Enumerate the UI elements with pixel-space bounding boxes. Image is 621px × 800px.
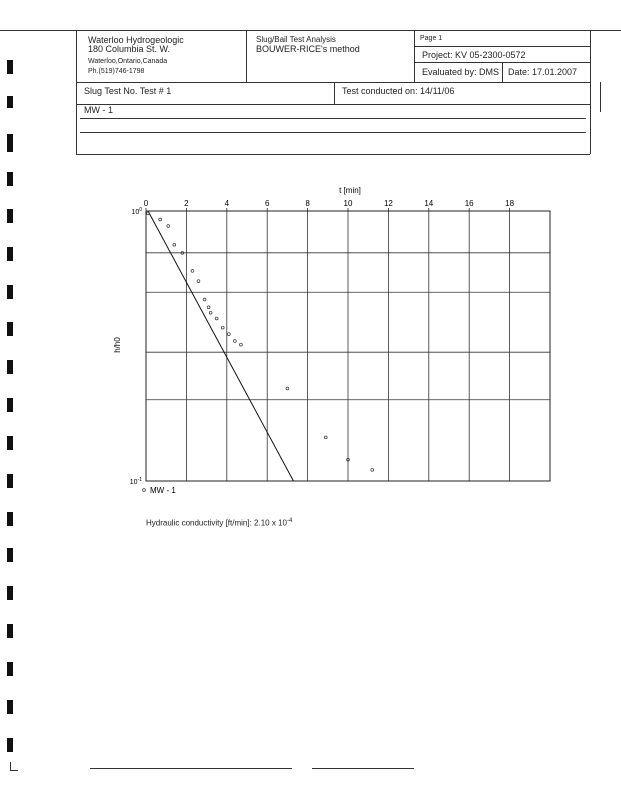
data-point bbox=[191, 269, 194, 272]
legend-label: MW - 1 bbox=[150, 486, 176, 495]
x-tick-label: 10 bbox=[343, 199, 353, 208]
x-tick-label: 14 bbox=[424, 199, 434, 208]
x-axis-label: t [min] bbox=[339, 186, 361, 195]
data-point bbox=[240, 343, 243, 346]
company-city: Waterloo,Ontario,Canada bbox=[88, 58, 168, 65]
data-point bbox=[173, 243, 176, 246]
company-address: 180 Columbia St. W. bbox=[88, 44, 171, 54]
data-point bbox=[167, 225, 170, 228]
data-point bbox=[159, 218, 162, 221]
x-tick-label: 18 bbox=[505, 199, 515, 208]
fit-line bbox=[148, 211, 293, 481]
y-axis-label: h/h0 bbox=[113, 337, 122, 353]
evaluated-by: Evaluated by: DMS bbox=[422, 67, 500, 77]
y-tick-label: $10^0$ bbox=[131, 207, 142, 216]
data-point bbox=[209, 311, 212, 314]
company-name: Waterloo Hydrogeologic bbox=[88, 35, 184, 45]
corner-mark bbox=[10, 762, 11, 770]
report-date: Date: 17.01.2007 bbox=[508, 67, 578, 77]
data-point bbox=[286, 387, 289, 390]
data-point bbox=[215, 317, 218, 320]
x-tick-label: 4 bbox=[224, 199, 230, 208]
data-point bbox=[197, 280, 200, 283]
hydraulic-conductivity-text: Hydraulic conductivity [ft/min]: 2.10 x 10 bbox=[146, 518, 287, 528]
corner-mark bbox=[10, 770, 18, 771]
well-name: MW - 1 bbox=[84, 105, 113, 115]
data-point bbox=[221, 326, 224, 329]
hydraulic-conductivity-exponent: -4 bbox=[286, 518, 293, 524]
x-tick-label: 6 bbox=[264, 199, 270, 208]
right-edge-mark bbox=[600, 82, 601, 112]
page-number: Page 1 bbox=[420, 35, 443, 42]
analysis-title: Slug/Bail Test Analysis bbox=[256, 35, 336, 44]
x-tick-label: 12 bbox=[383, 199, 393, 208]
company-phone: Ph.(519)746-1798 bbox=[88, 68, 145, 75]
hydraulic-conductivity bbox=[146, 518, 292, 528]
analysis-method: BOUWER-RICE's method bbox=[256, 44, 360, 54]
data-point bbox=[207, 306, 210, 309]
legend-marker bbox=[143, 489, 146, 492]
x-tick-label: 16 bbox=[464, 199, 474, 208]
project-number: Project: KV 05-2300-0572 bbox=[422, 50, 526, 60]
x-tick-label: 2 bbox=[184, 199, 189, 208]
data-point bbox=[324, 436, 327, 439]
x-tick-label: 8 bbox=[305, 199, 310, 208]
data-point bbox=[233, 340, 236, 343]
data-point bbox=[203, 298, 206, 301]
slug-test-number: Slug Test No. Test # 1 bbox=[84, 86, 172, 96]
data-point bbox=[371, 468, 374, 471]
footer-line bbox=[90, 768, 292, 769]
data-point bbox=[227, 333, 230, 336]
x-tick-label: 0 bbox=[143, 199, 149, 208]
y-tick-label: $10^{-1}$ bbox=[129, 477, 142, 486]
footer-line bbox=[312, 768, 414, 769]
test-conducted-on: Test conducted on: 14/11/06 bbox=[342, 86, 455, 96]
